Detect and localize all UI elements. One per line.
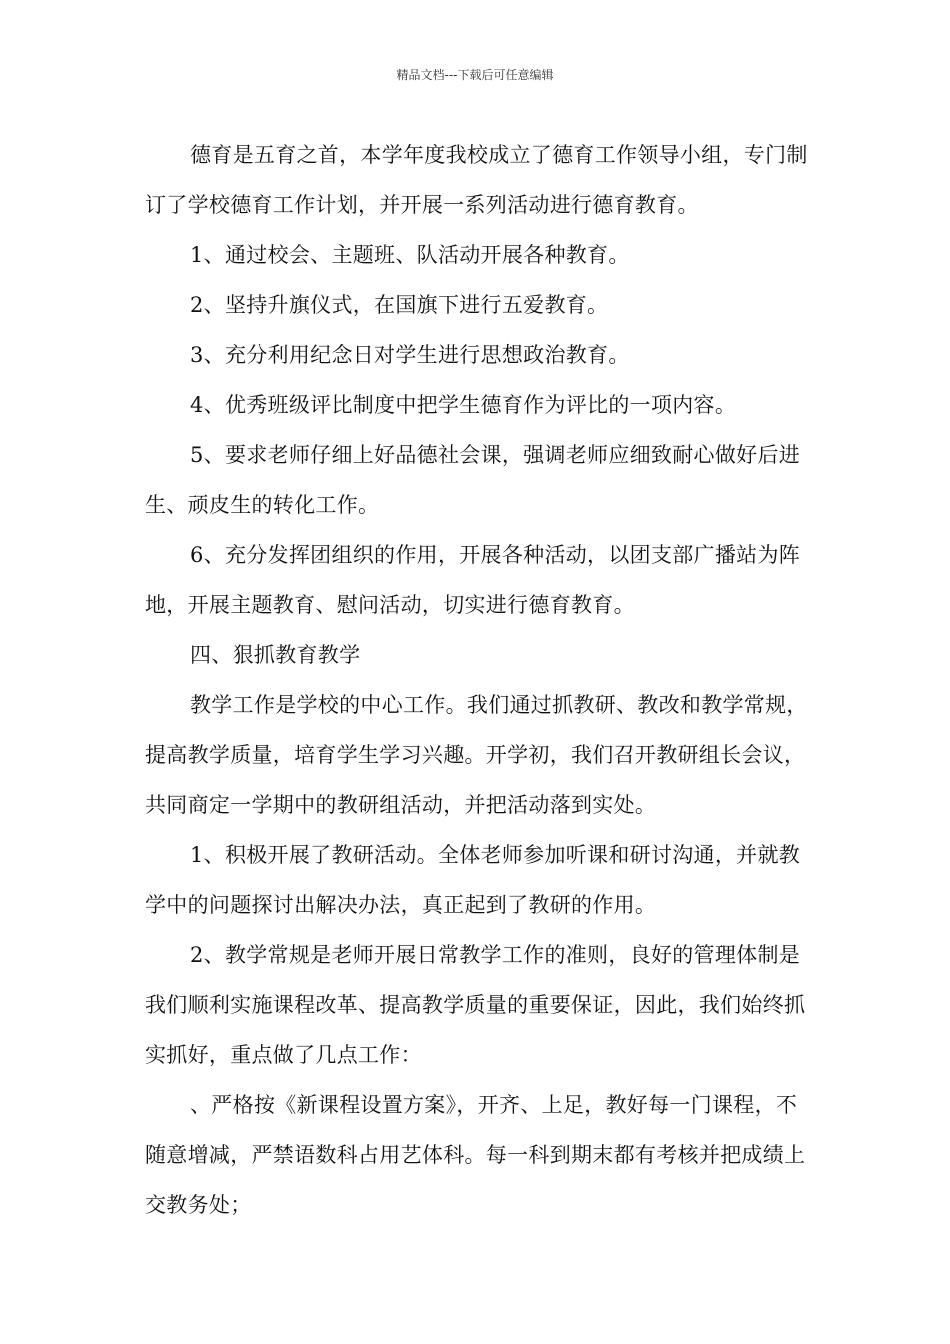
paragraph-item-6: 6、充分发挥团组织的作用，开展各种活动，以团支部广播站为阵地，开展主题教育、慰问活动，切实进行德育教育。 <box>145 543 801 617</box>
paragraph-item-1: 1、通过校会、主题班、队活动开展各种教育。 <box>190 243 630 267</box>
section-heading-4: 四、狠抓教育教学 <box>190 643 361 667</box>
paragraph-teaching-item-2: 2、教学常规是老师开展日常教学工作的准则，良好的管理体制是我们顺利实施课程改革、提高教学质量的重要保证，因此，我们始终抓实抓好，重点做了几点工作： <box>145 943 806 1067</box>
document-body <box>145 130 815 1230</box>
paragraph-teaching-subitem: 、严格按《新课程设置方案》，开齐、上足，教好每一门课程，不随意增减，严禁语数科占用艺体科。每一科到期末都有考核并把成绩上交教务处； <box>145 1093 806 1217</box>
paragraph-teaching-item-1: 1、积极开展了教研活动。全体老师参加听课和研讨沟通，并就教学中的问题探讨出解决办法，真正起到了教研的作用。 <box>145 843 801 917</box>
paragraph-item-3: 3、充分利用纪念日对学生进行思想政治教育。 <box>190 343 630 367</box>
paragraph-moral-education-intro: 德育是五育之首，本学年度我校成立了德育工作领导小组，专门制订了学校德育工作计划，并开展一系列活动进行德育教育。 <box>145 143 808 217</box>
page-header: 精品文档---下载后可任意编辑 <box>396 68 554 82</box>
paragraph-item-5: 5、要求老师仔细上好品德社会课，强调老师应细致耐心做好后进生、顽皮生的转化工作。 <box>145 443 801 517</box>
paragraph-item-4: 4、优秀班级评比制度中把学生德育作为评比的一项内容。 <box>190 393 737 417</box>
paragraph-teaching-intro: 教学工作是学校的中心工作。我们通过抓教研、教改和教学常规，提高教学质量，培育学生学习兴趣。开学初，我们召开教研组长会议，共同商定一学期中的教研组活动，并把活动落到实处。 <box>145 693 808 817</box>
paragraph-item-2: 2、坚持升旗仪式，在国旗下进行五爱教育。 <box>190 293 609 317</box>
